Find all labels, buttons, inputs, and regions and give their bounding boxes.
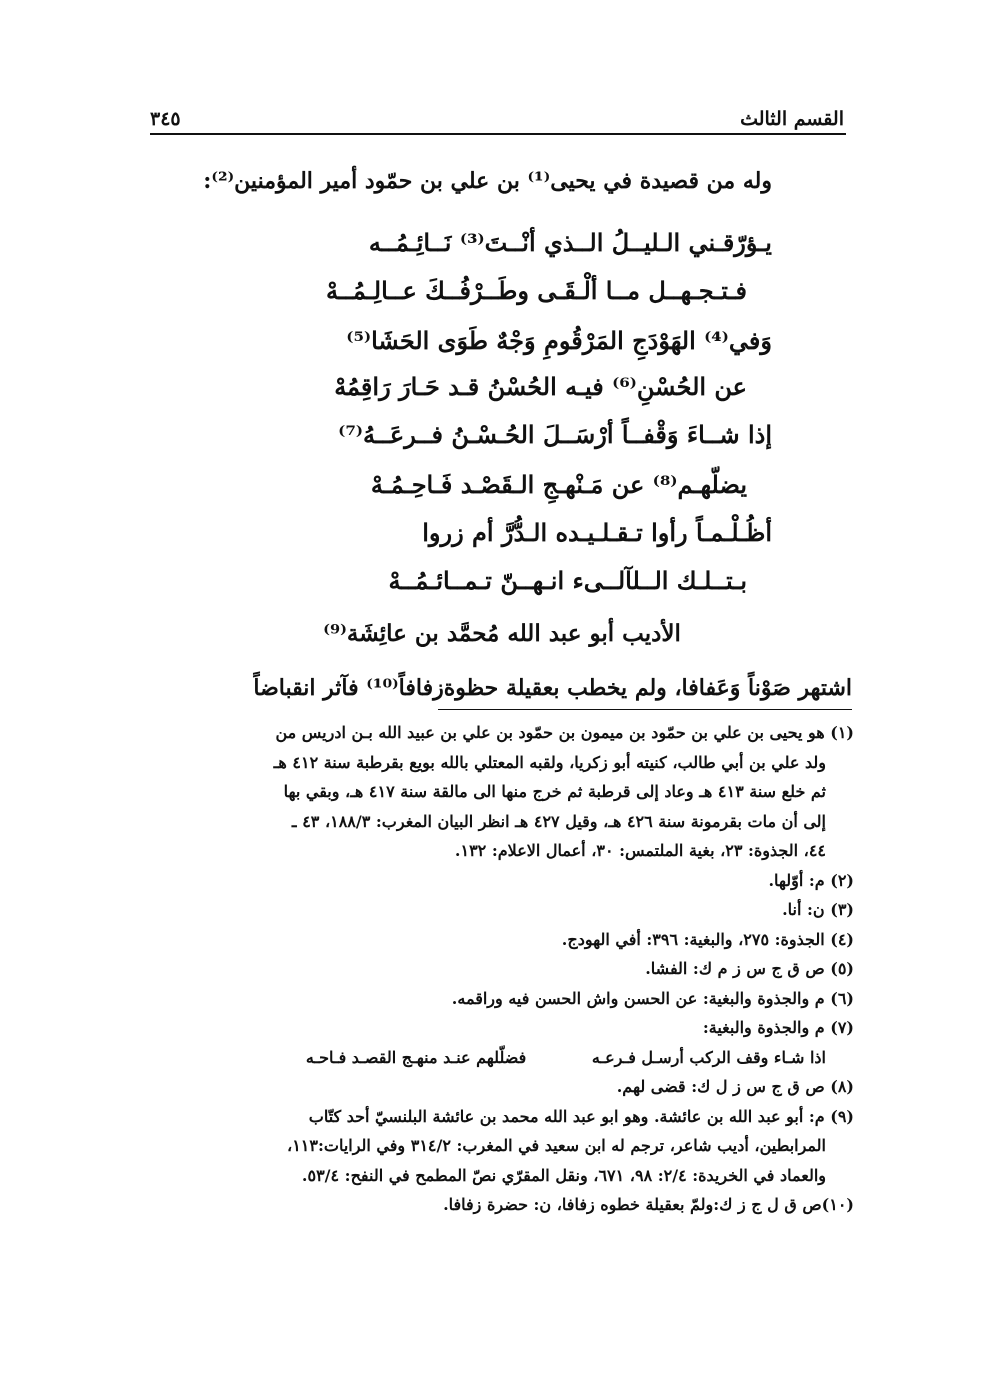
running-header	[150, 96, 844, 130]
footnote-4: (٤) الجذوة: ٢٧٥، والبغية: ٣٩٦: أفي الهودج.	[561, 929, 854, 949]
poem-line-8: بـتــلـك الــلآلــىء انـهــنّ تـمــائـمُــهْ	[388, 566, 747, 595]
footnote-1	[144, 718, 854, 866]
footnote-6: (٦) م والجذوة والبغية: عن الحسن واش الحسن فيه وراقمه.	[451, 988, 854, 1008]
poem-line-7: أظُـلْـمـاً رأوا تـقـلـيـده الـدُّرَّ أم زروا	[422, 518, 772, 547]
footnote-5: (٥) ص ق ج س ز م ك: الفشا.	[645, 959, 854, 978]
footnote-1-line-3: ثم خلع سنة ٤١٣ هـ وعاد إلى قرطبة ثم خرج منها الى مالقة سنة ٤١٧ هـ، وبقي بها	[283, 782, 826, 801]
footnote-9-line-2: المرابطين، أديب شاعر، ترجم له ابن سعيد في المغرب: ٣١٤/٢ وفي الرايات:١١٣،	[287, 1136, 826, 1155]
footnote-9-line-3: والعماد في الخريدة: ٢/٤: ٩٨، ٦٧١، ونقل المقرّي نصّ المطمح في النفح: ٥٣/٤.	[301, 1165, 826, 1185]
footnote-3: (٣) ن: أنا.	[782, 900, 854, 919]
page-number: ٣٤٥	[150, 108, 181, 130]
footnote-7: (٧) م والجذوة والبغية:	[702, 1018, 854, 1037]
biography-title: الأديب أبو عبد الله مُحمَّد بن عائِشَة⁽⁹⁾	[323, 620, 681, 647]
footnote-9-line-1: (٩) م: أبو عبد الله بن عائشة. وهو ابو عبد الله محمد بن عائشة البلنسيّ أحد كتّاب	[308, 1106, 854, 1126]
poem-line-1: يـؤرّقـني الـليــلُ الــذي أنْــتَ⁽³⁾ نَــائِـمُــه	[368, 228, 772, 257]
footnote-9	[144, 1102, 854, 1191]
footnote-10: (١٠)ص ق ل ج ز ك:ولمّ بعقيلة خطوه زفافا، ن: حضرة زفافا.	[443, 1195, 854, 1214]
section-title: القسم الثالث	[740, 108, 844, 130]
footnote-1-line-5: ٤٤، الجذوة: ٢٣، بغية الملتمس: ٣٠، أعمال الاعلام: ١٣٢.	[454, 841, 826, 860]
footnote-8: (٨) ص ق ج س ز ل ك: قضى لهم.	[616, 1077, 854, 1096]
poem-line-5: إذا شــاءَ وَقْفــاً أرْسَــلَ الحُـسْـنُ فــرعَــهُ⁽⁷⁾	[338, 420, 772, 449]
footnote-divider	[438, 709, 852, 710]
footnote-1-line-2: ولد علي بن أبي طالب، كنيته أبو زكريا، ولقبه المعتلي بالله بويع بقرطبة سنة ٤١٢ هـ	[273, 752, 826, 772]
footnote-7-verse	[144, 1043, 854, 1073]
footnote-7-hemistich-1: اذا شـاء وقف الركب أرسـل فـرعـه	[591, 1047, 826, 1067]
footnotes	[144, 718, 854, 1220]
poem-line-3: وَفي⁽⁴⁾ الهَوْدَجِ المَرْقُومِ وَجْهٌ طَوَى الحَشَا⁽⁵⁾	[346, 326, 772, 355]
biography-text: اشتهر صَوْناً وَعَفافا، ولم يخطب بعقيلة حظوةزفافاً⁽¹⁰⁾ فآثر انقباضاً	[253, 675, 852, 701]
footnote-1-line-1: (١) هو يحيى بن علي بن حمّود بن ميمون بن حمّود بن علي بن عبيد الله بـن ادريس من	[275, 723, 854, 742]
poem-line-4: عن الحُسْنِ⁽⁶⁾ فيـه الحُسْنُ قـد حَـارَ رَاقِمُهْ	[334, 372, 747, 401]
footnote-7-hemistich-2: فضلّلهم عنـد منهـج القصـد فـاحـه	[305, 1047, 527, 1067]
poem-line-6: يضلّهـم⁽⁸⁾ عن مَـنْهـجِ الـقَصْـد فَـاحِـمُـهْ	[370, 470, 747, 499]
footnote-1-line-4: إلى أن مات بقرمونة سنة ٤٢٦ هـ، وقيل ٤٢٧ هـ انظر البيان المغرب: ١٨٨/٣، ٤٣ ـ	[291, 811, 826, 831]
footnote-2: (٢) م: أوّلها.	[768, 870, 854, 890]
poem-intro: وله من قصيدة في يحيى⁽¹⁾ بن علي بن حمّود أمير المؤمنين⁽²⁾:	[203, 168, 772, 194]
poem-line-2: فـتـجـهــل مــا ألْـقَـى وطَــرْفُــكَ عــالِـمُــهْ	[325, 276, 747, 305]
header-divider	[150, 133, 846, 135]
